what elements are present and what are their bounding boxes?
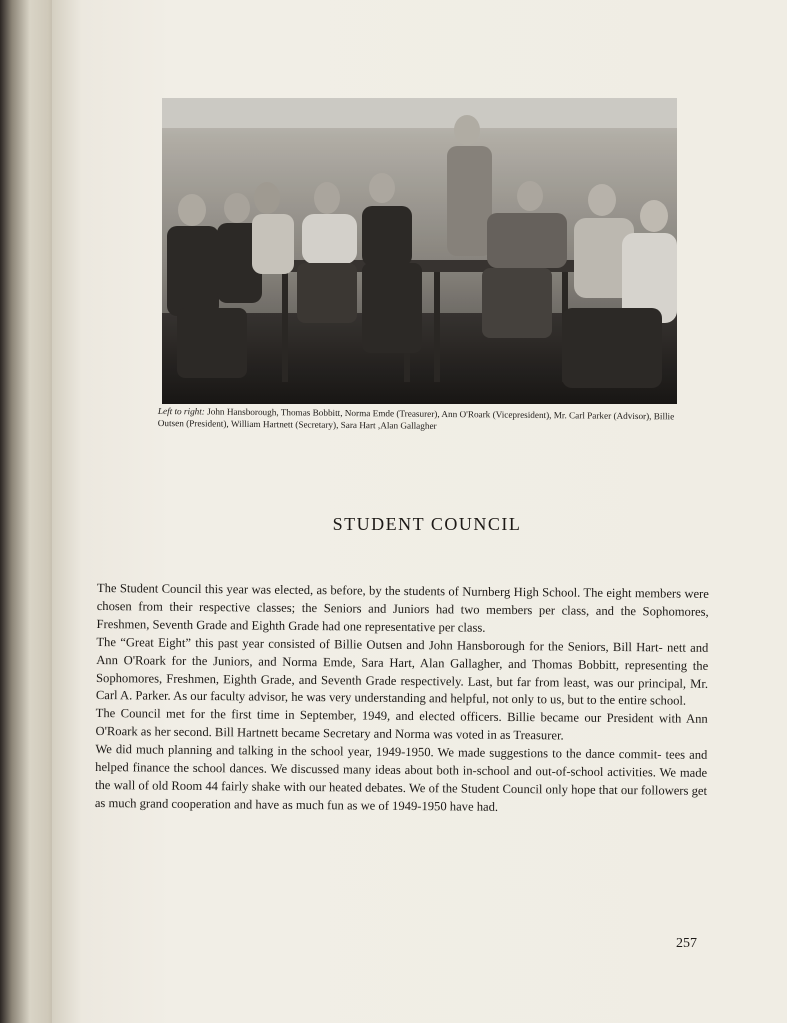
article-body — [95, 580, 709, 819]
paragraph: We did much planning and talking in the school year, 1949-1950. We made suggestions to the dance commit- tees and helped finance the school dances. We discussed many ideas about both in-school and out-of-school activities. We made the wall of old Room 44 fairly shake with our heated debates. We of the Student Council only hope that our followers get as much grand cooperation and have as much fun as we of 1949-1950 have had. — [94, 742, 708, 814]
photo-caption — [158, 405, 693, 435]
paragraph: The “Great Eight” this past year consisted of Billie Outsen and John Hansborough for the Seniors, Bill Hart- nett and Ann O'Roark for the Juniors, and Norma Emde, Sara Hart, Alan Gallagher, and Thomas Bobbitt, representing the Sophomores, Freshmen, Eighth Grade, and Seventh Grade respectively. Last, but far from least, was our principal, Mr. Carl A. Parker. As our faculty advisor, he was very understanding and helpful, not only to us, but to the entire school. — [95, 634, 709, 709]
paragraph: The Student Council this year was elected, as before, by the students of Nurnberg High School. The eight members were chosen from their respective classes; the Seniors and Juniors had two members per class, and the Sophomores, Freshmen, Seventh Grade and Eighth Grade had one representative per class. — [96, 580, 709, 635]
group-photo-icon — [162, 98, 677, 404]
paragraph: The Council met for the first time in September, 1949, and elected officers. Billie became our President with Ann O'Roark as her second. Bill Hartnett became Secretary and Norma was voted in as Treasurer. — [95, 706, 708, 743]
page-number: 257 — [676, 936, 697, 951]
yearbook-page — [52, 0, 787, 1023]
caption-lead: Left to right: — [157, 405, 205, 417]
page-title: STUDENT COUNCIL — [332, 514, 522, 534]
book-binding — [0, 0, 60, 1023]
caption-names: John Hansborough, Thomas Bobbitt, Norma Emde (Treasurer), Ann O'Roark (Vicepresident), Mr. Carl Parker (Advisor), Billie Outsen (President), William Hartnett (Secretary), Sara Hart ,Alan Gallagher — [157, 406, 675, 431]
group-photo — [162, 98, 677, 404]
